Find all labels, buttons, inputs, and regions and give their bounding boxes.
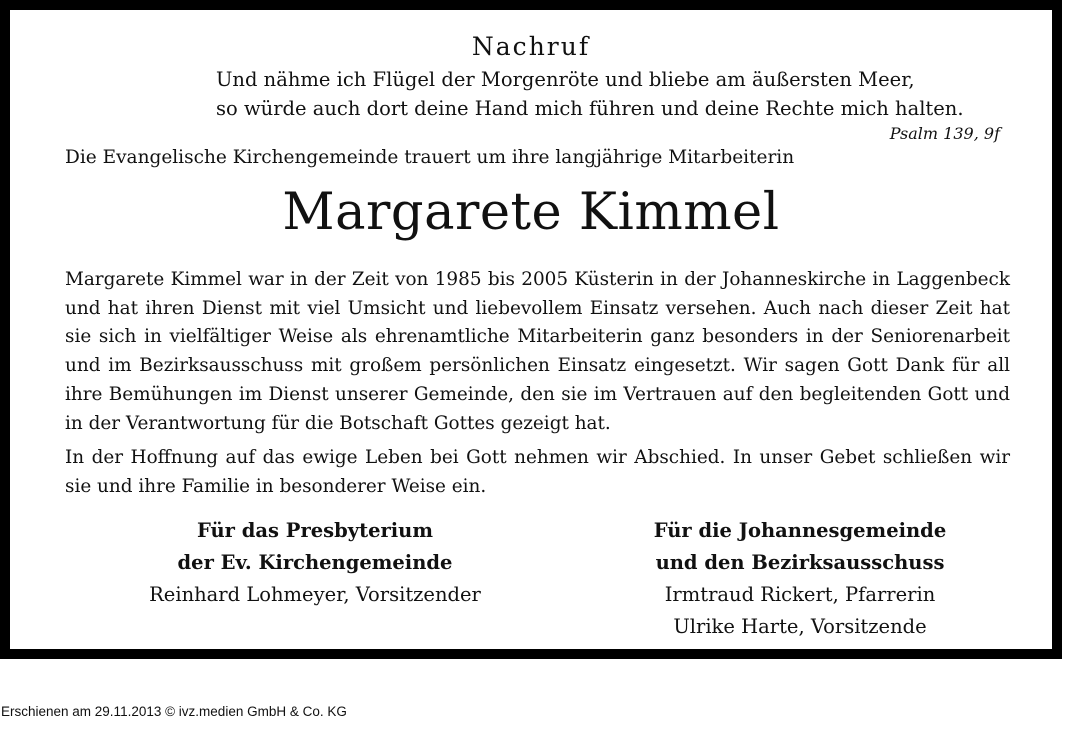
verse-reference: Psalm 139, 9f xyxy=(889,124,1000,143)
bible-verse xyxy=(216,65,964,123)
signature-block-johannesgemeinde xyxy=(600,515,1000,643)
verse-line-2: so würde auch dort deine Hand mich führen und deine Rechte mich halten. xyxy=(216,97,964,120)
verse-line-1: Und nähme ich Flügel der Morgenröte und bliebe am äußersten Meer, xyxy=(216,68,915,91)
signature-left-line-2: der Ev. Kirchengemeinde xyxy=(177,551,453,574)
signature-right-line-2: und den Bezirksausschuss xyxy=(655,551,945,574)
publication-footer: Erschienen am 29.11.2013 © ivz.medien GmbH & Co. KG xyxy=(1,704,347,719)
signature-right-person-2: Ulrike Harte, Vorsitzende xyxy=(673,615,927,638)
intro-line: Die Evangelische Kirchengemeinde trauert um ihre langjährige Mitarbeiterin xyxy=(65,147,795,168)
signature-left-person: Reinhard Lohmeyer, Vorsitzender xyxy=(149,583,481,606)
signature-block-presbyterium xyxy=(115,515,515,611)
notice-heading: Nachruf xyxy=(471,32,591,61)
obituary-body xyxy=(65,266,1010,502)
deceased-name: Margarete Kimmel xyxy=(282,183,780,242)
body-paragraph-1: Margarete Kimmel war in der Zeit von 1985 bis 2005 Küsterin in der Johanneskirche in Laggenbeck und hat ihren Dienst mit viel Umsicht und liebevollem Einsatz versehen. Auch nach dieser Zeit hat sie sich in vielfältiger Weise als ehrenamtliche Mitarbeiterin ganz besonders in der Seniorenarbeit und im Bezirksausschuss mit großem persönlichen Einsatz eingesetzt. Wir sagen Gott Dank für all ihre Bemühungen im Dienst unserer Gemeinde, den sie im Vertrauen auf den begleitenden Gott und in der Verantwortung für die Botschaft Gottes gezeigt hat. xyxy=(65,269,1010,434)
signature-right-line-1: Für die Johannesgemeinde xyxy=(653,519,947,542)
signature-right-person-1: Irmtraud Rickert, Pfarrerin xyxy=(664,583,936,606)
signature-left-line-1: Für das Presbyterium xyxy=(197,519,433,542)
body-paragraph-2: In der Hoffnung auf das ewige Leben bei Gott nehmen wir Abschied. In unser Gebet schließen wir sie und ihre Familie in besonderer Weise ein. xyxy=(65,447,1010,497)
